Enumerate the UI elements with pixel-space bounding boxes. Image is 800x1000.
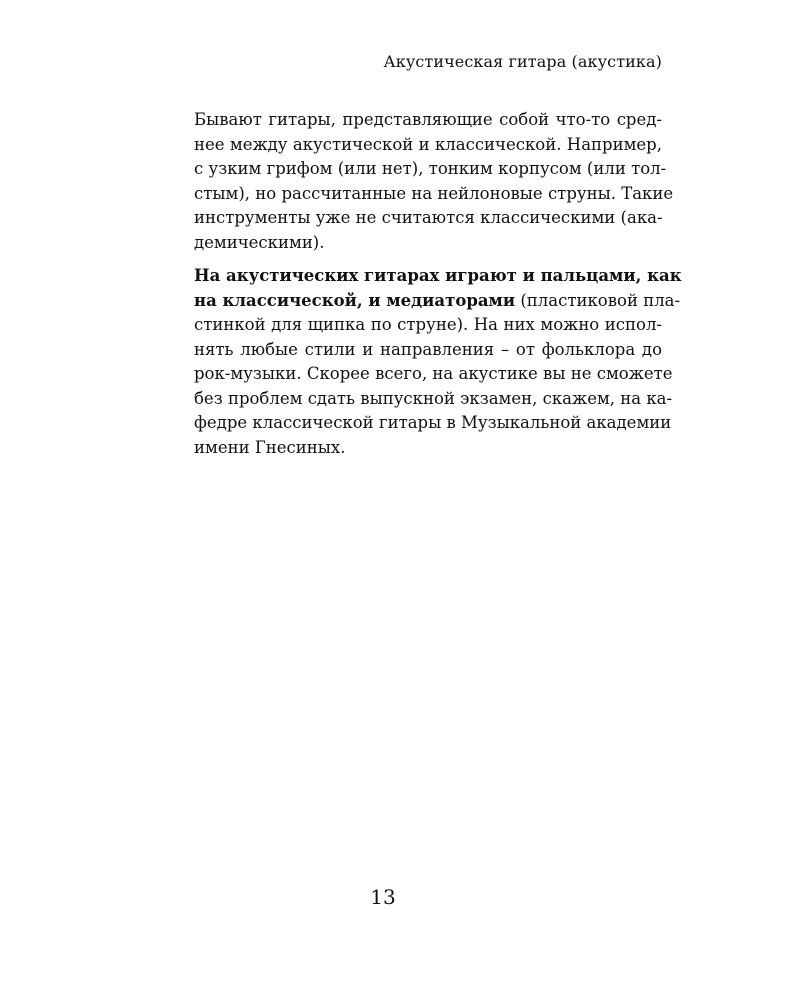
text-line	[194, 289, 681, 314]
text-line: без проблем сдать выпускной экзамен, скажем, на ка-	[194, 388, 673, 408]
text-line: рок-музыки. Скорее всего, на акустике вы не сможете	[194, 364, 673, 383]
paragraph-2	[194, 264, 682, 460]
bold-phrase: на классической, и медиаторами	[194, 290, 516, 310]
text-line: федре классической гитары в Музыкальной академии	[194, 413, 672, 432]
regular-phrase: (пластиковой пла-	[515, 290, 681, 310]
body-text	[194, 108, 682, 469]
page-number: 13	[370, 885, 396, 909]
text-line: стинкой для щипка по струне). На них можно испол-	[194, 315, 662, 334]
text-line: стым), но рассчитанные на нейлоновые струны. Такие	[194, 183, 674, 203]
bold-phrase: На акустических гитарах играют и пальцами, как	[194, 266, 682, 285]
text-line: с узким грифом (или нет), тонким корпусом (или тол-	[194, 159, 667, 178]
text-line: нять любые стили и направления – от фольклора до	[194, 339, 662, 359]
text-line: Бывают гитары, представляющие собой что-то сред-	[194, 110, 662, 129]
paragraph-1	[194, 108, 674, 255]
text-line: инструменты уже не считаются классическими (ака-	[194, 208, 663, 227]
text-line: нее между акустической и классической. Например,	[194, 134, 662, 154]
text-line: имени Гнесиных.	[194, 437, 346, 457]
text-line: демическими).	[194, 232, 325, 252]
running-header: Акустическая гитара (акустика)	[383, 52, 662, 71]
text-line	[194, 264, 682, 289]
